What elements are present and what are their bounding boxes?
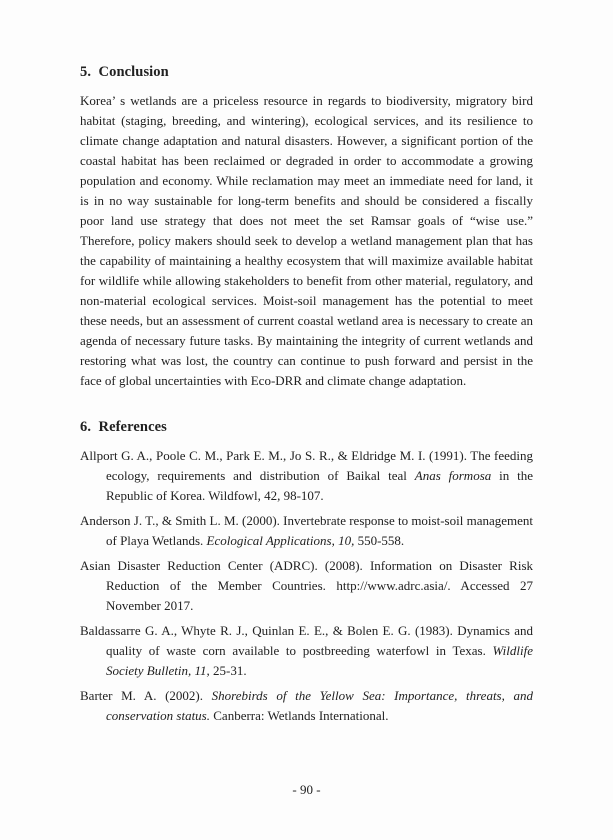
reference-text-segment: Anderson J. T., & Smith L. M. (2000). Invertebrate response to moist-soil management of Playa Wetlands. — [80, 513, 533, 548]
page-content — [80, 64, 533, 731]
reference-italic-segment: Wildlife Society Bulletin, 11, — [106, 643, 533, 678]
reference-text-segment: Asian Disaster Reduction Center (ADRC). (2008). Information on Disaster Risk Reduction of the Member Countries. http://www.adrc.asia/. Accessed 27 November 2017. — [80, 558, 533, 613]
reference-text-segment: Canberra: Wetlands International. — [210, 708, 389, 723]
conclusion-paragraph: Korea’ s wetlands are a priceless resource in regards to biodiversity, migratory bird habitat (staging, breeding, and wintering), ecological services, and its resilience to climate change adaptation and natural disasters. However, a significant portion of the coastal habitat has been reclaimed or degraded in order to accommodate a growing population and economy. While reclamation may meet an immediate need for land, it is in no way sustainable for long-term benefits and should be considered a fiscally poor land use strategy that does not meet the set Ramsar goals of “wise use.” Therefore, policy makers should seek to develop a wetland management plan that has the capability of maintaining a healthy ecosystem that will maximize available habitat for wildlife while allowing stakeholders to benefit from other material, regulatory, and non-material ecological services. Moist-soil management has the potential to meet these needs, but an assessment of current coastal wetland area is necessary to create an agenda of necessary future tasks. By maintaining the integrity of current wetlands and restoring what was lost, the country can continue to push forward and persist in the face of global uncertainties with Eco-DRR and climate change adaptation. — [80, 93, 533, 388]
section-gap — [80, 391, 533, 419]
page-number: - 90 - — [292, 782, 321, 797]
reference-item — [80, 621, 533, 681]
reference-italic-segment: Ecological Applications, 10, — [206, 533, 355, 548]
conclusion-section-heading: 5. Conclusion — [80, 64, 169, 80]
reference-item — [80, 511, 533, 551]
references-section-heading: 6. References — [80, 419, 167, 435]
reference-item — [80, 556, 533, 616]
reference-italic-segment: Shorebirds of the Yellow Sea: Importance, threats, and conservation status. — [106, 688, 533, 723]
reference-item — [80, 686, 533, 726]
reference-text-segment: in the Republic of Korea. Wildfowl, 42, 98-107. — [106, 468, 533, 503]
reference-text-segment: Allport G. A., Poole C. M., Park E. M., Jo S. R., & Eldridge M. I. (1991). The feeding ecology, requirements and distribution of Baikal teal — [80, 448, 533, 483]
reference-text-segment: 25-31. — [209, 663, 247, 678]
reference-italic-segment: Anas formosa — [414, 468, 492, 483]
reference-item — [80, 446, 533, 506]
reference-text-segment: 550-558. — [354, 533, 405, 548]
references-list — [80, 446, 533, 726]
reference-text-segment: Baldassarre G. A., Whyte R. J., Quinlan E. E., & Bolen E. G. (1983). Dynamics and quality of waste corn available to postbreeding waterfowl in Texas. — [80, 623, 533, 658]
reference-text-segment: Barter M. A. (2002). — [80, 688, 212, 703]
